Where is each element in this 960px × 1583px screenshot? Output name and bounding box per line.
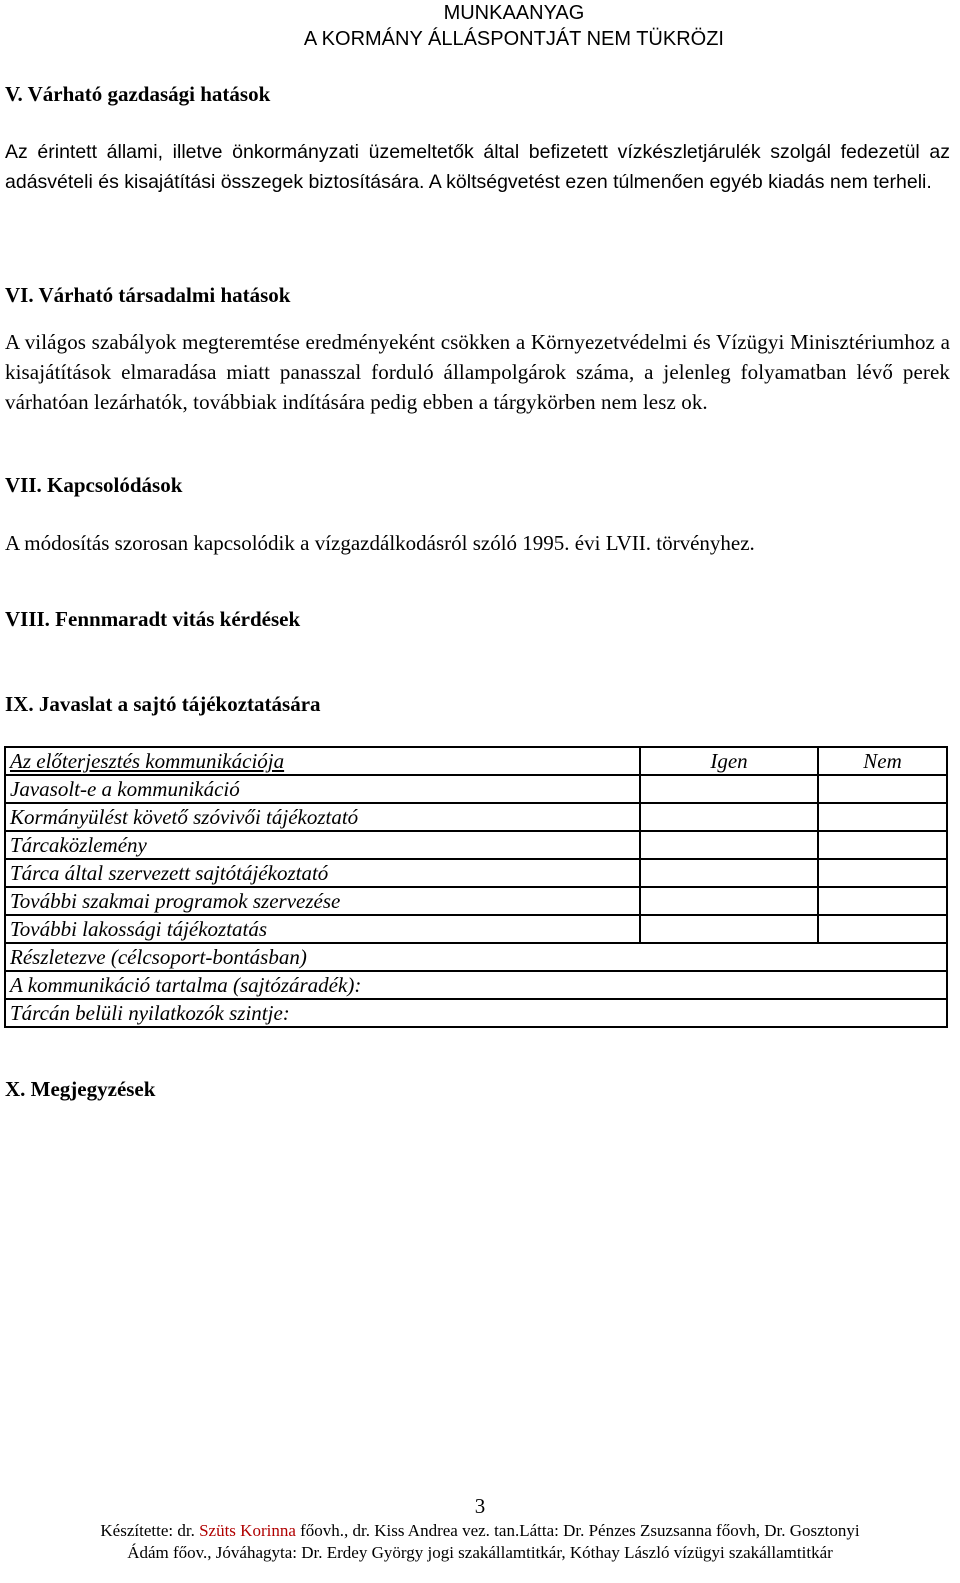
draft-header: [304, 0, 724, 52]
section-6-title: VI. Várható társadalmi hatások: [5, 283, 291, 307]
section-7-body: A módosítás szorosan kapcsolódik a vízgazdálkodásról szóló 1995. évi LVII. törvényhez.: [5, 531, 755, 555]
row-label: Tárca által szervezett sajtótájékoztató: [5, 859, 640, 887]
table-row: [5, 859, 947, 887]
row-label-full[interactable]: A kommunikáció tartalma (sajtózáradék):: [5, 971, 947, 999]
footer-line-1: [0, 1520, 960, 1542]
row-label-full[interactable]: Részletezve (célcsoport-bontásban): [5, 943, 947, 971]
row-label-full[interactable]: Tárcán belüli nyilatkozók szintje:: [5, 999, 947, 1027]
no-cell[interactable]: [818, 887, 947, 915]
section-6-body: A világos szabályok megteremtése eredményeként csökken a Környezetvédelmi és Vízügyi Minisztériumhoz a kisajátítások elmaradása miatt panasszal forduló állampolgárok száma, a jelenleg folyamatban lévő perek várhatóan lezárhatók, továbbiak indítására pedig ebben a tárgykörben nem lesz ok.: [5, 330, 950, 414]
section-5-body: Az érintett állami, illetve önkormányzati üzemeltetők által befizetett vízkészletjárulék szolgál fedezetül az adásvételi és kisajátítási összegek biztosítására. A költségvetést ezen túlmenően egyéb kiadás nem terheli.: [5, 141, 950, 193]
header-yes: Igen: [640, 747, 818, 775]
footer-rest: főovh., dr. Kiss Andrea vez. tan.Látta: Dr. Pénzes Zsuzsanna főovh, Dr. Gosztonyi: [295, 1521, 860, 1540]
section-9-title: IX. Javaslat a sajtó tájékoztatására: [5, 692, 321, 716]
page-number: 3: [474, 1494, 486, 1518]
table-header-row: [5, 747, 947, 775]
table-row: [5, 971, 947, 999]
table-row: [5, 803, 947, 831]
no-cell[interactable]: [818, 831, 947, 859]
row-label: További lakossági tájékoztatás: [5, 915, 640, 943]
header-line-2: A KORMÁNY ÁLLÁSPONTJÁT NEM TÜKRÖZI: [303, 28, 724, 50]
yes-cell[interactable]: [640, 887, 818, 915]
header-communication: Az előterjesztés kommunikációja: [5, 747, 640, 775]
yes-cell[interactable]: [640, 831, 818, 859]
row-label: Kormányülést követő szóvivői tájékoztató: [5, 803, 640, 831]
yes-cell[interactable]: [640, 859, 818, 887]
table-row: [5, 887, 947, 915]
table-row: [5, 775, 947, 803]
table-row: [5, 831, 947, 859]
no-cell[interactable]: [818, 775, 947, 803]
no-cell[interactable]: [818, 859, 947, 887]
footer-highlighted-name: Szüts Korinna: [199, 1521, 296, 1540]
section-8-title: VIII. Fennmaradt vitás kérdések: [5, 607, 301, 631]
row-label: Tárcaközlemény: [5, 831, 640, 859]
yes-cell[interactable]: [640, 915, 818, 943]
section-5-title: V. Várható gazdasági hatások: [5, 82, 271, 106]
footer: [0, 1520, 960, 1564]
table-row: [5, 943, 947, 971]
footer-prefix: Készítette: dr.: [100, 1521, 200, 1540]
row-label: Javasolt-e a kommunikáció: [5, 775, 640, 803]
section-10-title: X. Megjegyzések: [5, 1077, 156, 1101]
no-cell[interactable]: [818, 915, 947, 943]
header-line-1: MUNKAANYAG: [443, 2, 585, 24]
row-label: További szakmai programok szervezése: [5, 887, 640, 915]
header-no: Nem: [818, 747, 947, 775]
footer-line-2: Ádám főov., Jóváhagyta: Dr. Erdey György jogi szakállamtitkár, Kóthay László vízügyi szakállamtitkár: [127, 1543, 833, 1562]
table-row: [5, 915, 947, 943]
section-7-title: VII. Kapcsolódások: [5, 473, 183, 497]
yes-cell[interactable]: [640, 775, 818, 803]
table-row: [5, 999, 947, 1027]
yes-cell[interactable]: [640, 803, 818, 831]
communication-table: [4, 746, 948, 1028]
no-cell[interactable]: [818, 803, 947, 831]
